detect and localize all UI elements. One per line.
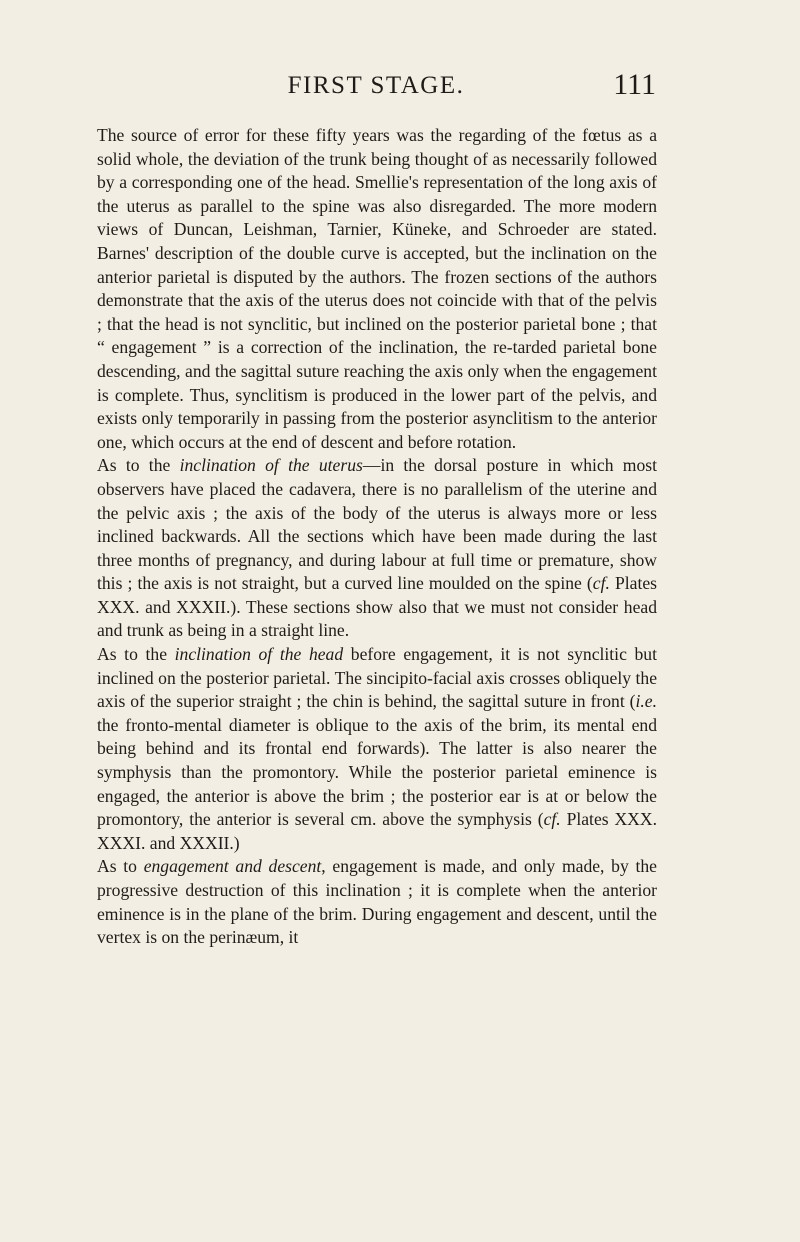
paragraph-segment: the fronto-mental diameter is oblique to the axis of the brim, its mental end being behind and its frontal end forwards). The latter is also nearer the symphysis than the promontory. While the posterior parietal eminence is engaged, the anterior is above the brim ; the posterior ear is at or below the promontory, the anterior is several cm. above the symphysis ( [97,714,657,830]
paragraph-segment: , engagement is made, and only made, by the progressive destruction of this inclination ; it is complete when the anterior eminence is in the plane of the brim. During engagement and descent, until the vertex is on the perinæum, it [97,856,657,948]
paragraph-segment: Plates XXX. XXXI. and XXXII.) [97,809,657,853]
paragraph-3 [97,643,657,855]
paragraph-segment: As to the [97,455,180,476]
paragraph-segment: —in the dorsal posture in which most observers have placed the cadavera, there is no parallelism of the uterine and the pelvic axis ; the axis of the body of the uterus is always more or less inclined backwards. All the sections which have been made during the last three months of pregnancy, and during labour at full time or premature, show this ; the axis is not straight, but a curved line moulded on the spine ( [97,455,657,594]
page-header [96,68,656,108]
page-number: 111 [613,68,656,101]
paragraph-1 [97,124,657,454]
paragraph-4 [97,855,657,949]
paragraph-segment-italic: engagement and descent [143,856,322,877]
paragraph-segment: before engagement, it is not synclitic but inclined on the posterior parietal. The sincipito-facial axis crosses obliquely the axis of the superior straight ; the chin is behind, the sagittal suture in front ( [97,644,657,712]
paragraph-segment: As to the [97,644,175,665]
running-head: FIRST STAGE. [287,72,465,99]
paragraph-segment-italic: cf. [592,573,610,594]
paragraph-segment: Plates XXX. and XXXII.). These sections show also that we must not consider head and trunk as being in a straight line. [97,573,657,641]
paragraph-segment-italic: inclination of the head [174,644,344,665]
paragraph-segment-italic: cf. [543,809,561,830]
paragraph-2 [97,454,657,643]
paragraph-segment: The source of error for these fifty years was the regarding of the fœtus as a solid whole, the deviation of the trunk being thought of as necessarily followed by a corresponding one of the head. Smellie's representation of the long axis of the uterus as parallel to the spine was also disregarded. The more modern views of Duncan, Leishman, Tarnier, Küneke, and Schroeder are stated. Barnes' description of the double curve is accepted, but the inclination on the anterior parietal is disputed by the authors. The frozen sections of the authors demonstrate that the axis of the uterus does not coincide with that of the pelvis ; that the head is not synclitic, but inclined on the posterior parietal bone ; that “ engagement ” is a correction of the inclination, the re-tarded parietal bone descending, and the sagittal suture reaching the axis only when the engagement is complete. Thus, synclitism is produced in the lower part of the pelvis, and exists only temporarily in passing from the posterior asynclitism to the anterior one, which occurs at the end of descent and before rotation. [97,125,657,452]
paragraph-segment-italic: inclination of the uterus [179,455,363,476]
paragraph-segment-italic: i.e. [635,691,657,712]
paragraph-segment: As to [97,856,144,877]
body-text [97,124,657,950]
